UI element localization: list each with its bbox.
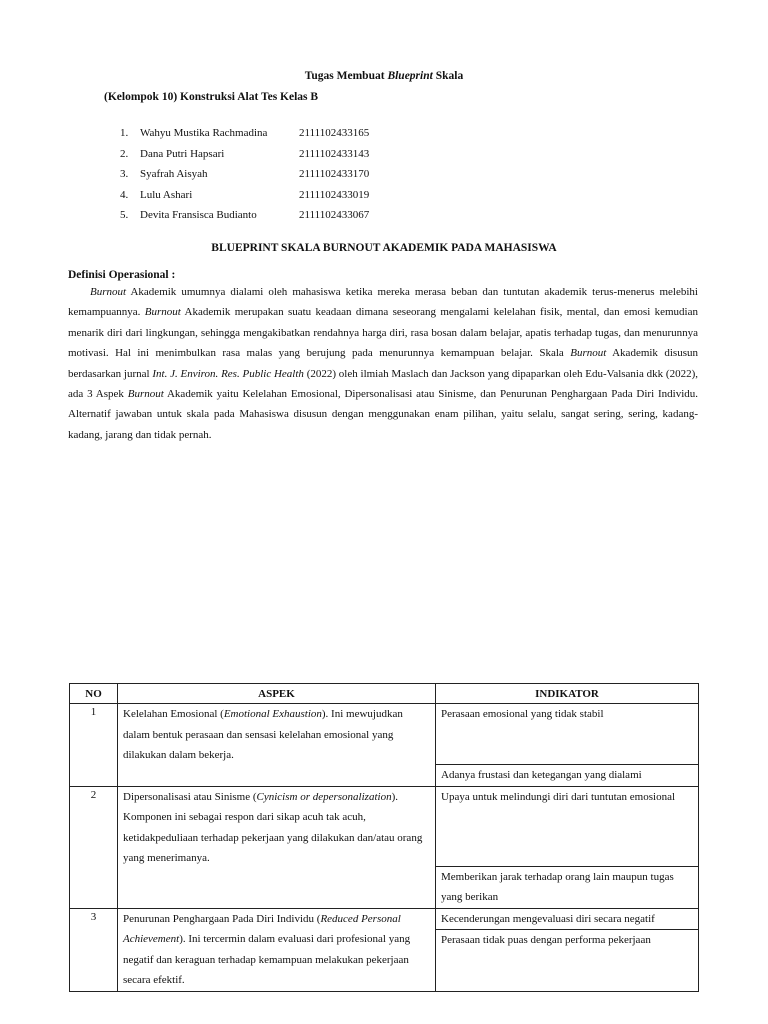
- indicator-cell: Memberikan jarak terhadap orang lain maupun tugas yang berikan: [436, 866, 699, 908]
- member-name: Wahyu Mustika Rachmadina: [140, 127, 268, 139]
- group-subtitle: (Kelompok 10) Konstruksi Alat Tes Kelas B: [104, 91, 319, 103]
- member-name: Dana Putri Hapsari: [140, 147, 225, 160]
- aspect-text: Penurunan Penghargaan Pada Diri Individu (: [123, 912, 321, 925]
- aspect-text: Dipersonalisasi atau Sinisme (: [123, 790, 257, 803]
- member-number: 4.: [120, 188, 129, 201]
- title-suffix-text: Skala: [432, 70, 464, 82]
- section-heading: BLUEPRINT SKALA BURNOUT AKADEMIK PADA MAHASISWA: [211, 242, 557, 254]
- member-item: [120, 127, 369, 148]
- aspect-italic: Emotional Exhaustion: [223, 708, 322, 720]
- para-text: Akademik disusun berdasarkan jurnal: [68, 347, 698, 380]
- definition-label: Definisi Operasional :: [68, 269, 176, 281]
- aspect-cell: [118, 786, 436, 908]
- aspect-cell: [118, 704, 436, 787]
- italic-term: Burnout: [570, 347, 607, 360]
- title-italic-text: Blueprint: [387, 70, 433, 82]
- title-text: Tugas Membuat: [304, 70, 388, 82]
- member-number: 2.: [120, 147, 129, 160]
- para-text: Akademik umumnya dialami oleh mahasiswa ketika mereka merasa beban dan tuntutan akademik terus-menerus melebihi kemampuannya.: [68, 286, 698, 319]
- row-number: 1: [70, 704, 118, 787]
- document-title: [0, 70, 768, 82]
- member-nim: 2111102433170: [299, 168, 370, 180]
- member-number: 1.: [120, 127, 129, 139]
- italic-term: Burnout: [127, 388, 164, 401]
- para-text: (2022) oleh ilmiah Maslach dan Jackson yang dipaparkan oleh Edu-Valsania dkk (2022), ada 3 Aspek: [68, 367, 699, 401]
- row-number: 3: [70, 908, 118, 991]
- member-item: [120, 168, 369, 189]
- header-aspek: ASPEK: [118, 684, 436, 704]
- aspect-text: Kelelahan Emosional (: [123, 708, 224, 720]
- definition-paragraph: [68, 282, 698, 445]
- member-item: [120, 189, 369, 210]
- member-name: Syafrah Aisyah: [140, 168, 208, 180]
- indicator-cell: Perasaan tidak puas dengan performa pekerjaan: [436, 930, 699, 991]
- blueprint-table: [69, 683, 699, 992]
- member-number: 3.: [120, 168, 129, 180]
- member-nim: 2111102433143: [299, 147, 370, 160]
- italic-journal: Int. J. Environ. Res. Public Health: [152, 367, 304, 380]
- header-indikator: INDIKATOR: [436, 684, 699, 704]
- indicator-cell: Upaya untuk melindungi diri dari tuntutan emosional: [436, 786, 699, 866]
- member-list: [120, 127, 369, 230]
- member-name: Lulu Ashari: [140, 188, 193, 201]
- member-nim: 2111102433165: [299, 127, 370, 139]
- aspect-text: ). Ini mewujudkan dalam bentuk perasaan dan sensasi kelelahan emosional yang dilakukan dalam bekerja.: [123, 708, 403, 761]
- member-item: [120, 148, 369, 169]
- indicator-cell: Kecenderungan mengevaluasi diri secara negatif: [436, 908, 699, 930]
- header-no: NO: [70, 684, 118, 704]
- indicator-cell: Perasaan emosional yang tidak stabil: [436, 704, 699, 765]
- aspect-text: ). Komponen ini sebagai respon dari sikap acuh tak acuh, ketidakpeduliaan terhadap pekerjaan yang dilakukan dan/atau orang yang menerimanya.: [123, 790, 423, 864]
- member-item: [120, 209, 369, 230]
- row-number: 2: [70, 786, 118, 908]
- table-row: [70, 786, 699, 866]
- italic-term: Burnout: [144, 306, 181, 319]
- para-text: Akademik yaitu Kelelahan Emosional, Dipersonalisasi atau Sinisme, dan Penurunan Penghargaan Pada Diri Individu. Alternatif jawaban untuk skala pada Mahasiswa disusun dengan menggunakan enam pilihan, yaitu selalu, sangat sering, sering, kadang-kadang, jarang dan tidak pernah.: [68, 388, 698, 441]
- para-text: Akademik merupakan suatu keadaan dimana seseorang mengalami kelelahan fisik, mental, dan emosi kemudian menarik diri dari lingkungan, sehingga mengakibatkan rendahnya harga diri, rasa bosan dalam belajar, apatis terhadap tugas, dan menurunnya motivasi. Hal ini menimbulkan rasa malas yang berujung pada menurunnya kemampuan belajar. Skala: [68, 306, 698, 360]
- aspect-italic: Cynicism or depersonalization: [256, 790, 392, 803]
- table-header-row: [70, 684, 699, 704]
- table-row: [70, 704, 699, 765]
- table-row: [70, 908, 699, 930]
- aspect-italic: Reduced Personal Achievement: [123, 912, 401, 945]
- aspect-text: ). Ini tercermin dalam evaluasi dari profesional yang negatif dan keraguan terhadap kemampuan melakukan pekerjaan secara efektif.: [123, 933, 411, 986]
- italic-term: Burnout: [90, 286, 127, 298]
- aspect-cell: [118, 908, 436, 991]
- member-nim: 2111102433067: [299, 209, 370, 221]
- member-number: 5.: [120, 209, 129, 221]
- member-name: Devita Fransisca Budianto: [140, 209, 257, 221]
- member-nim: 2111102433019: [299, 188, 370, 201]
- indicator-cell: Adanya frustasi dan ketegangan yang dialami: [436, 765, 699, 787]
